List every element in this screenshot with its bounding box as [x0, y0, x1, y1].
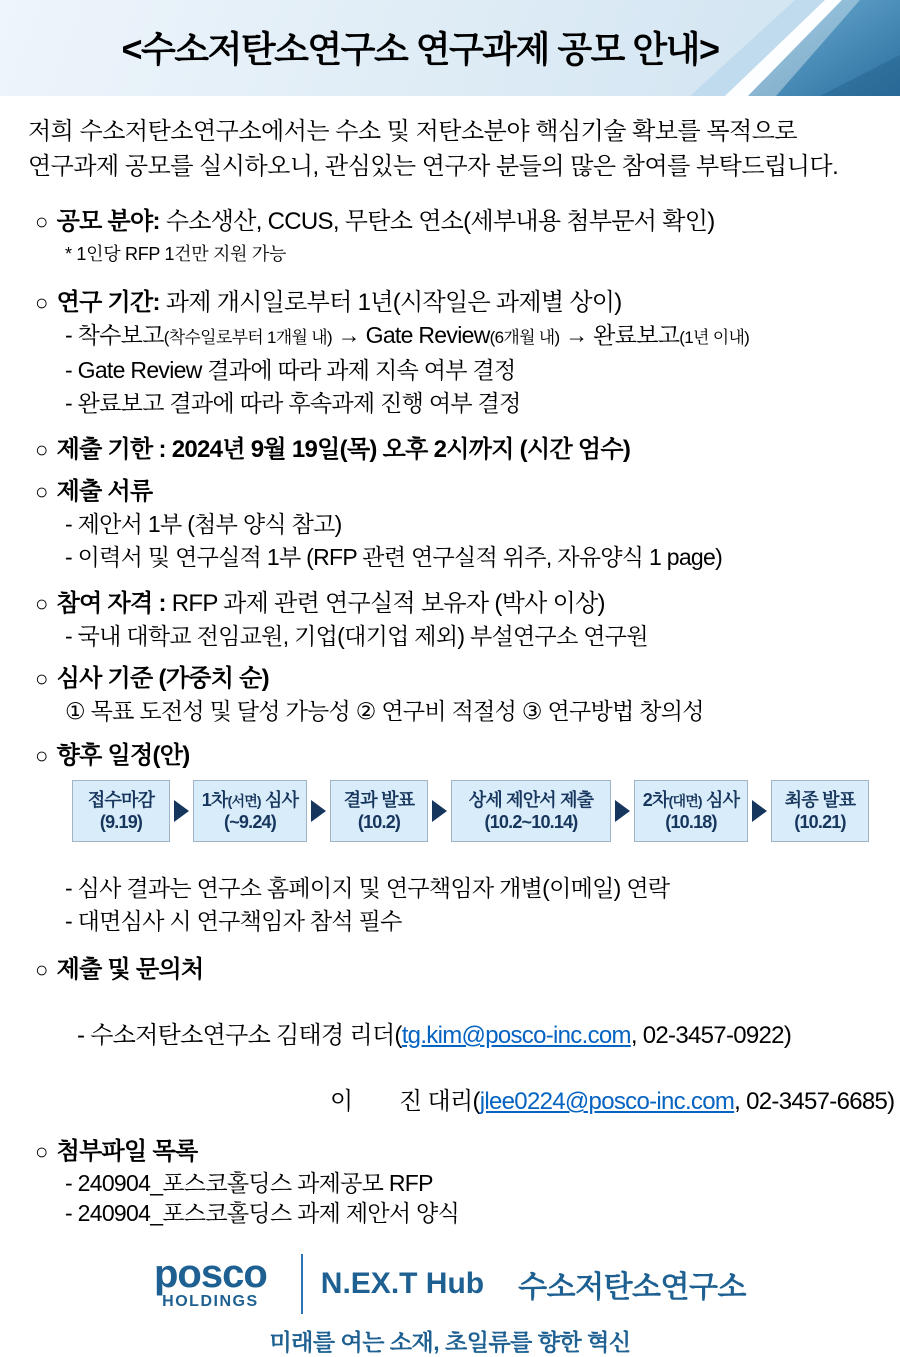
- circle-bullet-icon: ○: [35, 591, 48, 616]
- intro-line-1: 저희 수소저탄소연구소에서는 수소 및 저탄소분야 핵심기술 확보를 목적으로: [28, 118, 798, 145]
- timeline-step-date: (10.18): [665, 811, 717, 832]
- arrow-right-icon: [432, 800, 447, 822]
- section-criteria-label: 심사 기준 (가중치 순): [56, 665, 269, 692]
- documents-sub-2: - 이력서 및 연구실적 1부 (RFP 관련 연구실적 위주, 자유양식 1 page): [65, 544, 723, 570]
- section-eligibility-label: 참여 자격 :: [56, 590, 166, 617]
- contact-line-1: [65, 986, 900, 1052]
- schedule-sub-2: - 대면심사 시 연구책임자 참석 필수: [65, 908, 402, 934]
- timeline-step-title: 상세 제안서 제출: [468, 789, 594, 810]
- contact-2-text: 이 진 대리(: [329, 1088, 480, 1115]
- section-field-note: * 1인당 RFP 1건만 지원 가능: [65, 244, 287, 264]
- flow-part: → Gate Review: [331, 322, 490, 348]
- eligibility-sub-1: - 국내 대학교 전임교원, 기업(대기업 제외) 부설연구소 연구원: [65, 623, 648, 649]
- timeline-step-title: 최종 발표: [784, 789, 856, 810]
- contact-1-text: - 수소저탄소연구소 김태경 리더(: [76, 1022, 402, 1049]
- institute-name: 수소저탄소연구소: [518, 1271, 746, 1304]
- flow-part-small: (6개월 내): [489, 328, 560, 347]
- arrow-right-icon: [174, 800, 189, 822]
- contact-line-2: [318, 1052, 900, 1118]
- page-title: <수소저탄소연구소 연구과제 공모 안내>: [121, 28, 719, 70]
- contact-1-phone: , 02-3457-0922): [630, 1022, 792, 1049]
- section-schedule-label: 향후 일정(안): [56, 742, 190, 769]
- timeline-step-date: (10.2): [357, 811, 401, 832]
- timeline-step-title: 결과 발표: [343, 789, 415, 810]
- arrow-right-icon: [752, 800, 767, 822]
- flow-part: - 착수보고: [65, 322, 164, 348]
- section-eligibility: [35, 588, 900, 620]
- posco-holdings-logo: [154, 1252, 267, 1311]
- contact-1-email-link[interactable]: tg.kim@posco-inc.com: [401, 1022, 631, 1049]
- intro-line-2: 연구과제 공모를 실시하오니, 관심있는 연구자 분들의 많은 참여를 부탁드립니다.: [28, 153, 839, 180]
- schedule-sub-1: - 심사 결과는 연구소 홈페이지 및 연구책임자 개별(이메일) 연락: [65, 875, 670, 901]
- section-period: [35, 287, 900, 319]
- circle-bullet-icon: ○: [35, 1139, 48, 1164]
- flow-part-small: (1년 이내): [679, 328, 750, 347]
- section-documents: [35, 476, 900, 508]
- section-field: [35, 206, 900, 238]
- timeline-step-3: [330, 780, 428, 842]
- criteria-sub-1: ① 목표 도전성 및 달성 가능성 ② 연구비 적절성 ③ 연구방법 창의성: [65, 698, 704, 724]
- period-sub-3: - 완료보고 결과에 따라 후속과제 진행 여부 결정: [65, 390, 521, 416]
- intro-paragraph: [28, 114, 876, 184]
- contact-2-phone: , 02-3457-6685): [734, 1088, 895, 1115]
- timeline-step-2: [193, 780, 307, 842]
- section-schedule: [35, 740, 900, 772]
- circle-bullet-icon: ○: [35, 666, 48, 691]
- attachment-file-2: - 240904_포스코홀딩스 과제 제안서 양식: [65, 1200, 460, 1226]
- section-attachments-label: 첨부파일 목록: [56, 1138, 198, 1165]
- section-documents-label: 제출 서류: [56, 478, 153, 505]
- section-deadline: [35, 434, 900, 466]
- timeline-step-title: 접수마감: [87, 789, 155, 810]
- flow-part-small: (착수일로부터 1개월 내): [163, 328, 332, 347]
- timeline-step-6: [771, 780, 869, 842]
- logo-divider: [301, 1254, 303, 1314]
- footer-logos: [0, 1254, 900, 1314]
- section-eligibility-text: RFP 과제 관련 연구실적 보유자 (박사 이상): [165, 590, 605, 617]
- section-contact-label: 제출 및 문의처: [56, 956, 204, 983]
- circle-bullet-icon: ○: [35, 290, 48, 315]
- period-flow-line: [65, 319, 900, 354]
- circle-bullet-icon: ○: [35, 209, 48, 234]
- circle-bullet-icon: ○: [35, 957, 48, 982]
- timeline-step-date: (~9.24): [224, 811, 276, 832]
- arrow-right-icon: [615, 800, 630, 822]
- page-header: [0, 0, 900, 96]
- next-hub-wordmark: N.EX.T Hub: [320, 1267, 485, 1300]
- section-field-text: 수소생산, CCUS, 무탄소 연소(세부내용 첨부문서 확인): [159, 208, 715, 235]
- timeline-step-4: [451, 780, 611, 842]
- timeline-step-title: 1차(서면) 심사: [201, 789, 299, 810]
- circle-bullet-icon: ○: [35, 743, 48, 768]
- timeline-step-1: [72, 780, 170, 842]
- section-criteria: [35, 663, 900, 695]
- section-attachments: [35, 1136, 900, 1168]
- timeline-step-date: (9.19): [99, 811, 143, 832]
- section-contact: [35, 954, 900, 986]
- schedule-timeline: [72, 780, 900, 842]
- posco-wordmark: posco: [154, 1252, 267, 1296]
- footer-tagline: 미래를 여는 소재, 초일류를 향한 혁신: [269, 1329, 631, 1355]
- section-deadline-label: 제출 기한 : 2024년 9월 19일(목) 오후 2시까지 (시간 엄수): [56, 436, 631, 463]
- documents-sub-1: - 제안서 1부 (첨부 양식 참고): [65, 511, 342, 537]
- timeline-step-title: 2차(대면) 심사: [642, 789, 740, 810]
- attachment-file-1: - 240904_포스코홀딩스 과제공모 RFP: [65, 1170, 433, 1196]
- timeline-step-5: [634, 780, 748, 842]
- timeline-step-date: (10.2~10.14): [484, 811, 578, 832]
- flow-part: → 완료보고: [559, 322, 680, 348]
- section-period-text: 과제 개시일로부터 1년(시작일은 과제별 상이): [159, 289, 622, 316]
- section-field-label: 공모 분야:: [56, 208, 160, 235]
- holdings-wordmark: HOLDINGS: [162, 1293, 259, 1310]
- section-period-label: 연구 기간:: [56, 289, 160, 316]
- arrow-right-icon: [311, 800, 326, 822]
- contact-2-email-link[interactable]: jlee0224@posco-inc.com: [479, 1088, 735, 1115]
- timeline-step-date: (10.21): [794, 811, 846, 832]
- period-sub-2: - Gate Review 결과에 따라 과제 지속 여부 결정: [65, 357, 516, 383]
- circle-bullet-icon: ○: [35, 479, 48, 504]
- circle-bullet-icon: ○: [35, 437, 48, 462]
